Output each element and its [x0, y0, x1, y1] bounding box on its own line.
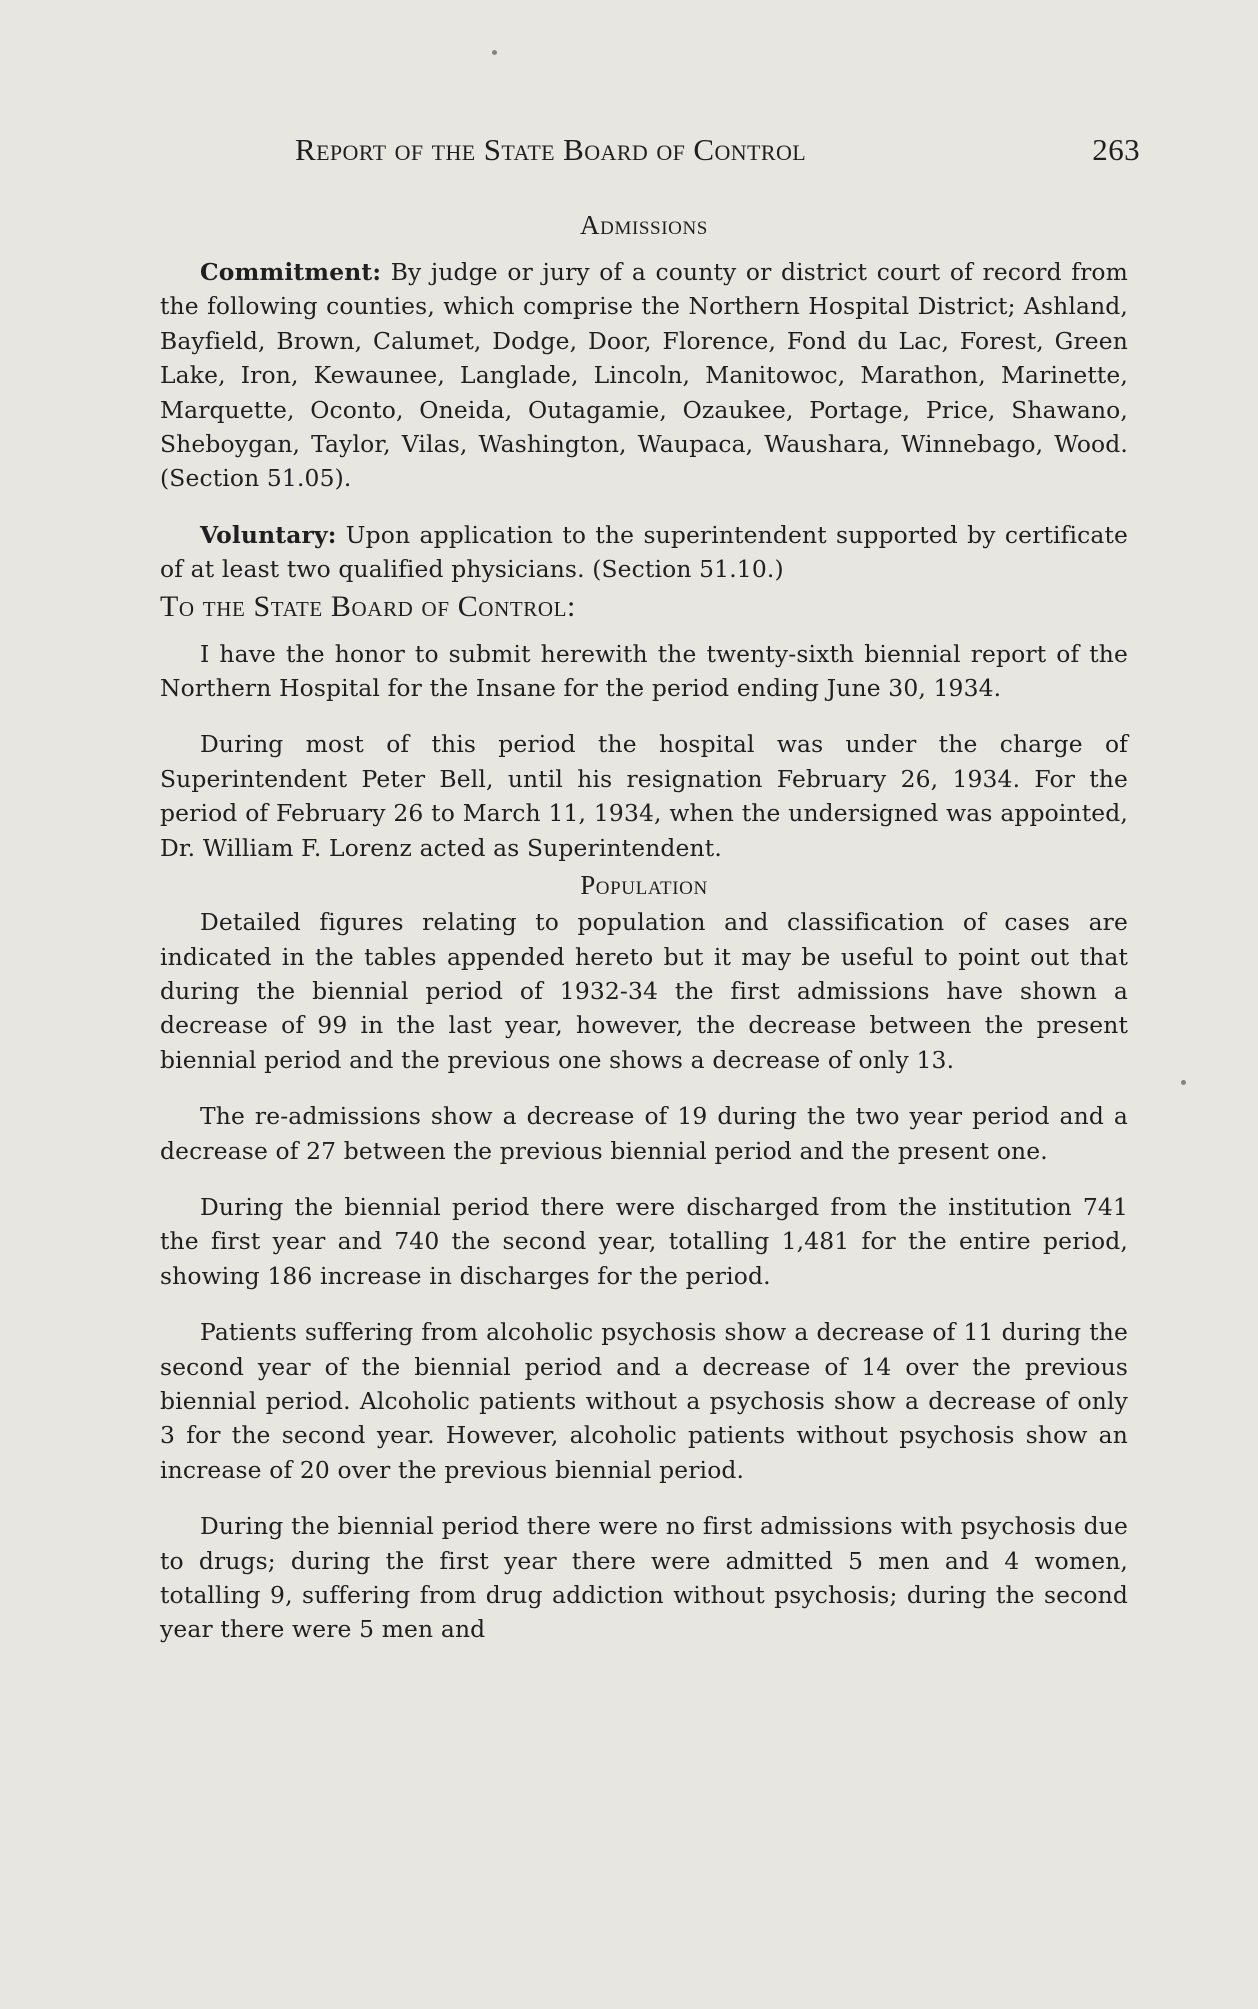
voluntary-label: Voluntary:: [200, 520, 337, 549]
voluntary-text: Upon application to the superintendent supported by certificate of at least two qualified physicians. (Section 51.10.): [160, 520, 1128, 584]
population-paragraph-2: The re-admissions show a decrease of 19 during the two year period and a decrease of 27 between the previous biennial period and the present one.: [160, 1102, 1128, 1165]
letter-paragraph-1: I have the honor to submit herewith the twenty-sixth biennial report of the Northern Hospital for the Insane for the period ending June 30, 1934.: [160, 639, 1128, 703]
letter-salutation: To the State Board of Control:: [160, 589, 576, 623]
population-paragraph-3: During the biennial period there were discharged from the institution 741 the first year and 740 the second year, totalling 1,481 for the entire period, showing 186 increase in discharges for the period.: [160, 1192, 1128, 1290]
commitment-paragraph: [160, 255, 1128, 496]
voluntary-paragraph: [160, 518, 1128, 587]
population-heading: Population: [580, 870, 708, 901]
admissions-heading: Admissions: [580, 210, 708, 240]
population-paragraph-5: During the biennial period there were no first admissions with psychosis due to drugs; during the first year there were admitted 5 men and 4 women, totalling 9, suffering from drug addiction without psychosis; during the second year there were 5 men and: [160, 1512, 1128, 1644]
running-header: [295, 128, 1140, 172]
commitment-label: Commitment:: [200, 258, 382, 286]
ink-speck: [1181, 1080, 1186, 1085]
population-paragraph-1: Detailed figures relating to population and classification of cases are indicated in the tables appended hereto but it may be useful to point out that during the biennial period of 1932-34 the first admissions have shown a decrease of 99 in the last year, however, the decrease between the present biennial period and the previous one shows a decrease of only 13.: [160, 908, 1128, 1074]
page-content: [160, 205, 1128, 1647]
population-paragraph-4: Patients suffering from alcoholic psychosis show a decrease of 11 during the second year of the biennial period and a decrease of 14 over the previous biennial period. Alcoholic patients without a psychosis show a decrease of only 3 for the second year. However, alcoholic patients without psychosis show an increase of 20 over the previous biennial period.: [160, 1318, 1128, 1484]
page-number: 263: [1092, 132, 1140, 167]
commitment-text: By judge or jury of a county or district court of record from the following counties, which comprise the Northern Hospital District; Ashland, Bayfield, Brown, Calumet, Dodge, Door, Florence, Fond du Lac, Forest, Green Lake, Iron, Kewaunee, Langlade, Lincoln, Manitowoc, Marathon, Marinette, Marquette, Oconto, Oneida, Outagamie, Ozaukee, Portage, Price, Shawano, Sheboygan, Taylor, Vilas, Washington, Waupaca, Waushara, Winnebago, Wood. (Section 51.05).: [160, 258, 1128, 493]
ink-speck: [492, 50, 497, 55]
report-title: Report of the State Board of Control: [295, 132, 807, 167]
letter-paragraph-2: During most of this period the hospital was under the charge of Superintendent Peter Bell, until his resignation February 26, 1934. For the period of February 26 to March 11, 1934, when the undersigned was appointed, Dr. William F. Lorenz acted as Superintendent.: [160, 730, 1128, 862]
